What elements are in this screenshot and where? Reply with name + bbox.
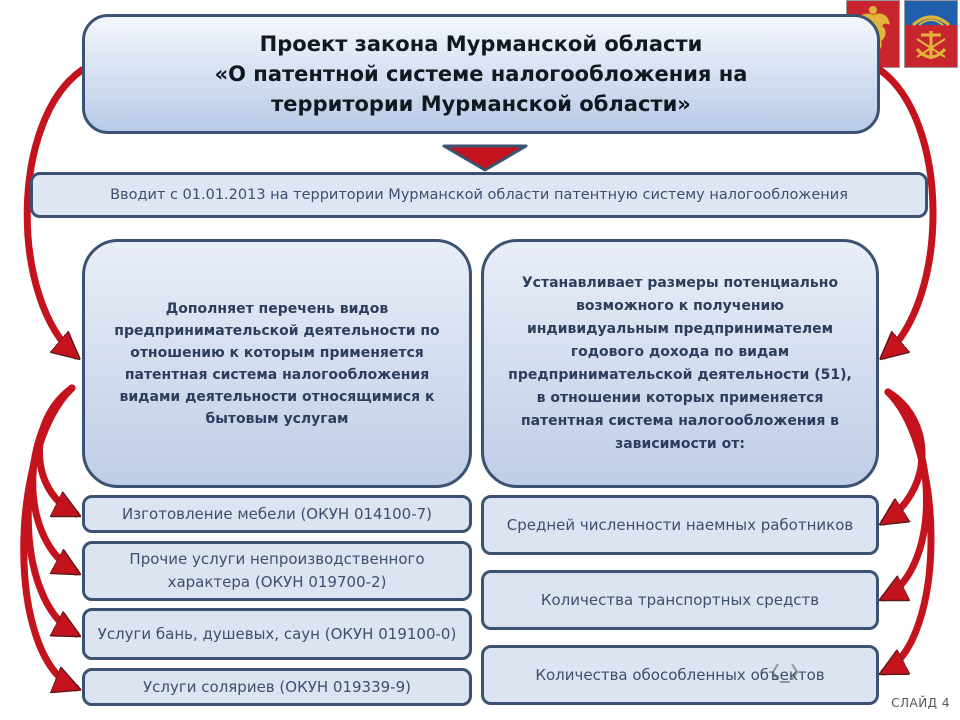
recycle-icon bbox=[770, 660, 800, 686]
left-item-solarium bbox=[82, 668, 472, 706]
down-arrow-icon bbox=[444, 146, 526, 170]
list-item: Услуги бань, душевых, саун (ОКУН 019100-0) bbox=[97, 624, 457, 643]
right-main-block bbox=[481, 239, 879, 488]
right-item-vehicles bbox=[481, 570, 879, 630]
list-item: Изготовление мебели (ОКУН 014100-7) bbox=[121, 504, 433, 523]
slide-number: СЛАЙД 4 bbox=[891, 696, 950, 710]
title-line-1: Проект закона Мурманской области bbox=[259, 32, 703, 56]
left-item-other-services bbox=[82, 541, 472, 601]
intro-banner bbox=[30, 172, 928, 218]
list-item: Прочие услуги непроизводственного характера (ОКУН 019700-2) bbox=[129, 550, 425, 591]
list-item: Средней численности наемных работников bbox=[506, 515, 854, 534]
title-line-3: территории Мурманской области» bbox=[271, 92, 691, 116]
right-item-employees bbox=[481, 495, 879, 555]
right-main-text: Устанавливает размеры потенциально возможного к получению индивидуальным предпринимателем годового дохода по видам предпринимательской деятельности (51), в отношении которых применяется патентная система налогообложения в зависимости от: bbox=[508, 274, 852, 452]
left-item-baths bbox=[82, 608, 472, 660]
list-item: Количества обособленных объектов bbox=[535, 665, 825, 684]
left-main-block bbox=[82, 239, 472, 488]
left-item-furniture bbox=[82, 495, 472, 533]
intro-text: Вводит с 01.01.2013 на территории Мурманской области патентную систему налогообложения bbox=[110, 187, 848, 203]
left-main-text: Дополняет перечень видов предпринимательской деятельности по отношению к которым применяется патентная система налогообложения видами деятельности относящимися к бытовым услугам bbox=[114, 300, 440, 427]
list-item: Количества транспортных средств bbox=[540, 590, 820, 609]
title-line-2: «О патентной системе налогообложения на bbox=[214, 62, 748, 86]
right-item-objects bbox=[481, 645, 879, 705]
page-title bbox=[82, 14, 880, 134]
list-item: Услуги соляриев (ОКУН 019339-9) bbox=[143, 677, 411, 696]
